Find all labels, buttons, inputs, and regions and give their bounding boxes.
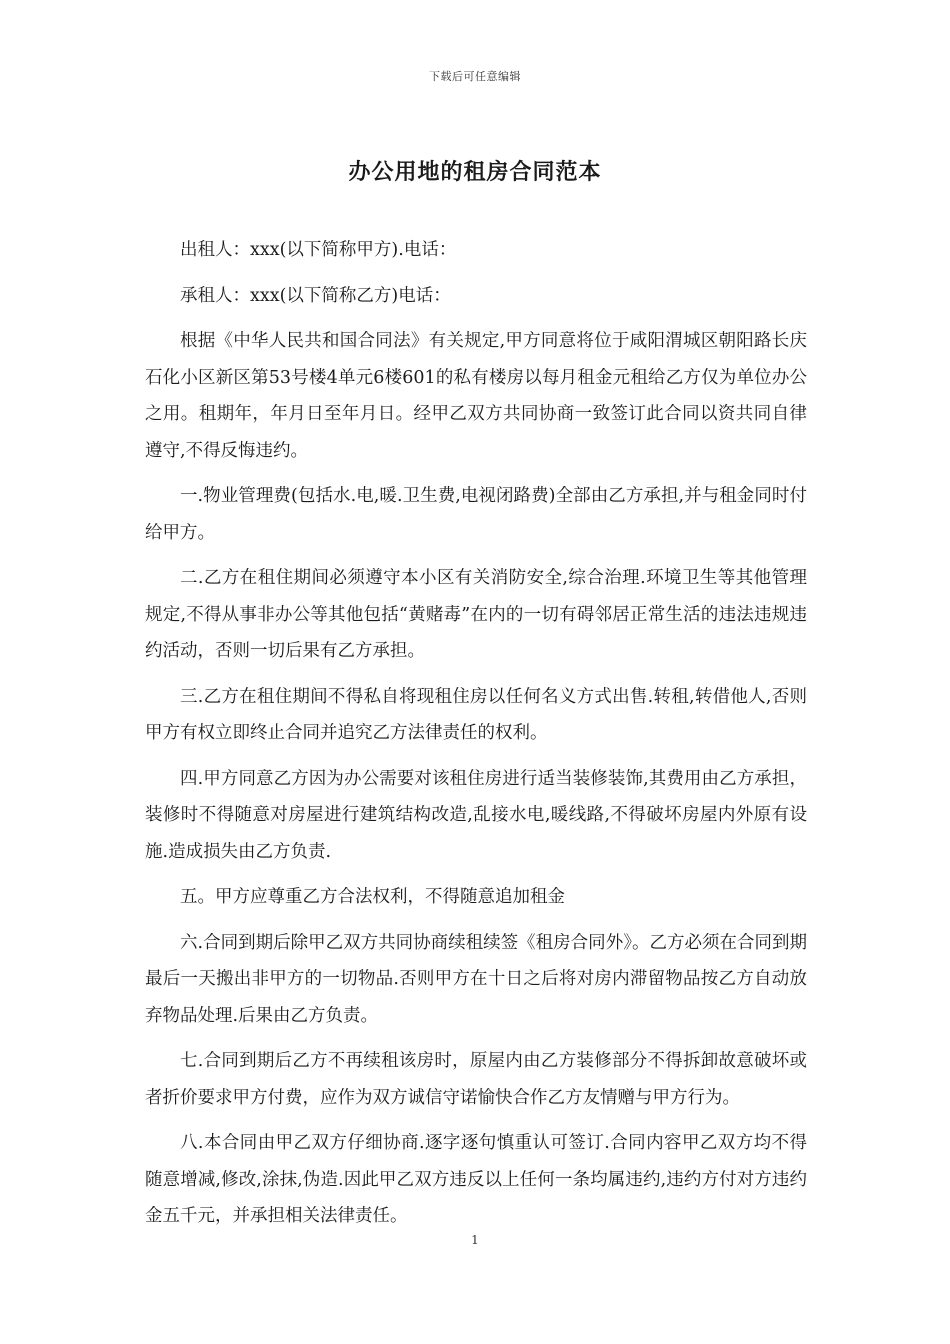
lessor-line: 出租人：xxx(以下简称甲方).电话：: [180, 240, 457, 260]
page-number: 1: [471, 1233, 479, 1247]
clause-4: 四.甲方同意乙方因为办公需要对该租住房进行适当装修装饰,其费用由乙方承担，装修时不得随意对房屋进行建筑结构改造,乱接水电,暖线路,不得破坏房屋内外原有设施.造成损失由乙方负责.: [145, 768, 807, 862]
clause-2: 二.乙方在租住期间必须遵守本小区有关消防安全,综合治理.环境卫生等其他管理规定,不得从事非办公等其他包括“黄赌毒”在内的一切有碍邻居正常生活的违法违规违约活动，否则一切后果有乙方承担。: [145, 568, 807, 661]
clause-1: 一.物业管理费(包括水.电,暖.卫生费,电视闭路费)全部由乙方承担,并与租金同时付给甲方。: [145, 486, 807, 543]
clause-5: 五。甲方应尊重乙方合法权利，不得随意追加租金: [180, 887, 565, 907]
lessee-line: 承租人：xxx(以下简称乙方)电话：: [180, 285, 451, 306]
document-title: 办公用地的租房合同范本: [348, 160, 602, 185]
document-body: [145, 232, 807, 1244]
header-note: 下载后可任意编辑: [429, 70, 521, 83]
intro-paragraph: 根据《中华人民共和国合同法》有关规定,甲方同意将位于咸阳渭城区朝阳路长庆石化小区新区第53号楼4单元6楼601的私有楼房以每月租金元租给乙方仅为单位办公之用。租期年，年月日至年月日。经甲乙双方共同协商一致签订此合同以资共同自律遵守,不得反悔违约。: [145, 331, 807, 461]
clause-7: 七.合同到期后乙方不再续租该房时，原屋内由乙方装修部分不得拆卸故意破坏或者折价要求甲方付费，应作为双方诚信守诺愉快合作乙方友情赠与甲方行为。: [145, 1051, 807, 1108]
clause-6: 六.合同到期后除甲乙双方共同协商续租续签《租房合同外》。乙方必须在合同到期最后一天搬出非甲方的一切物品.否则甲方在十日之后将对房内滞留物品按乙方自动放弃物品处理.后果由乙方负责。: [145, 932, 807, 1026]
clause-8: 八.本合同由甲乙双方仔细协商.逐字逐句慎重认可签订.合同内容甲乙双方均不得随意增减,修改,涂抹,伪造.因此甲乙双方违反以上任何一条均属违约,违约方付对方违约金五千元，并承担相关法律责任。: [145, 1133, 807, 1226]
clause-3: 三.乙方在租住期间不得私自将现租住房以任何名义方式出售.转租,转借他人,否则甲方有权立即终止合同并追究乙方法律责任的权利。: [145, 686, 807, 743]
